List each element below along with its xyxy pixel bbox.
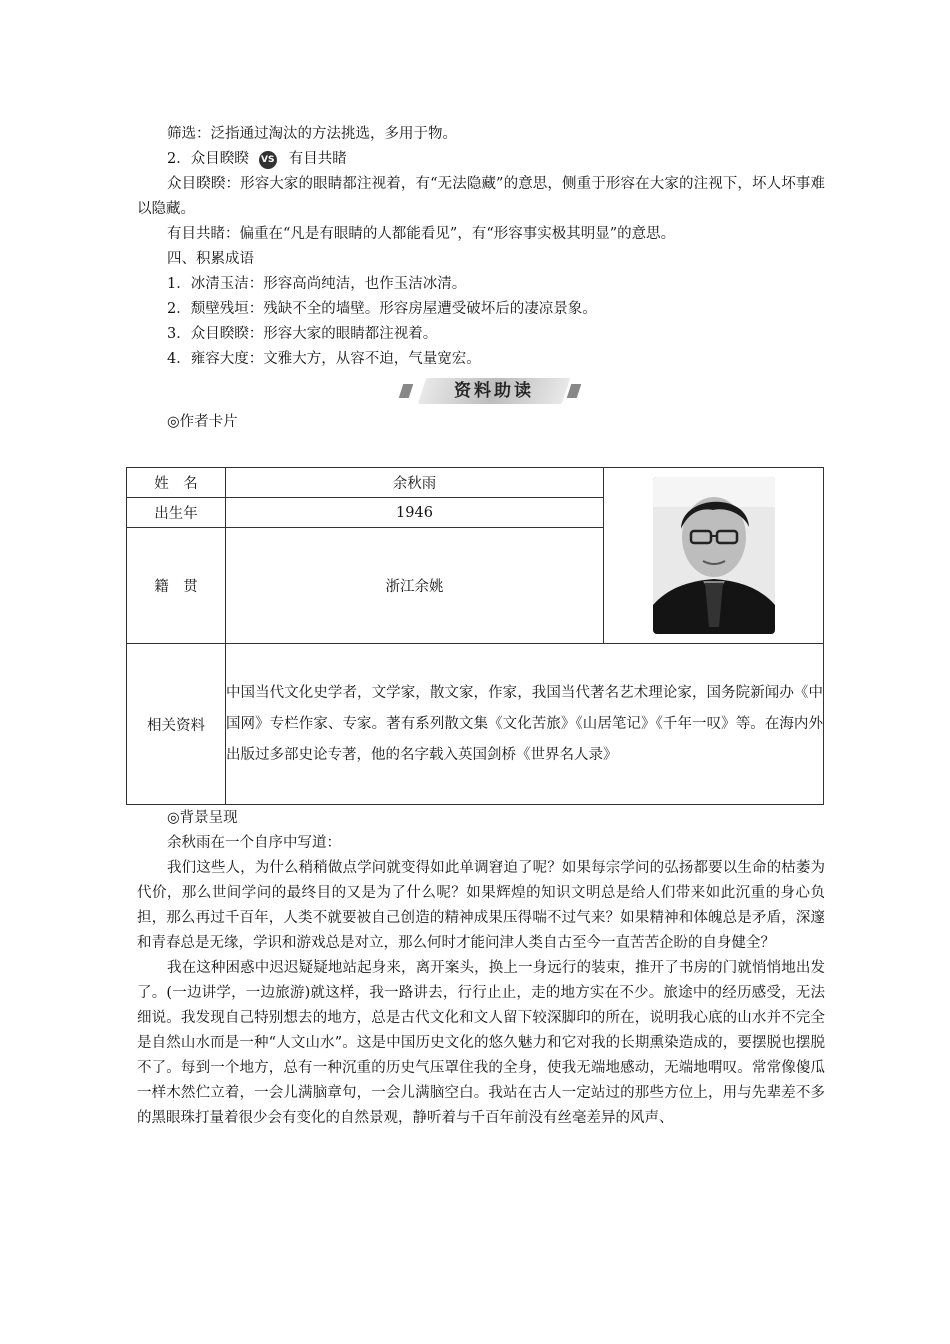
- paragraph-youmu: 有目共睹：偏重在“凡是有眼睛的人都能看见”，有“形容事实极其明显”的意思。: [167, 226, 676, 242]
- info-value: 中国当代文化史学者，文学家，散文家，作家，我国当代著名艺术理论家，国务院新闻办《中国网》专栏作家、专家。著有系列散文集《文化苦旅》《山居笔记》《千年一叹》等。在海内外出版过多部史论专著，他的名字载入英国剑桥《世界名人录》: [226, 644, 824, 805]
- vs-icon: VS: [259, 151, 277, 169]
- banner-right-mark: [567, 384, 582, 398]
- compare-right-word: 有目共睹: [288, 151, 347, 167]
- author-card-table: [126, 467, 824, 805]
- origin-value: 浙江余姚: [226, 528, 604, 644]
- author-photo: [653, 477, 775, 634]
- section-banner: [137, 374, 825, 410]
- compare-number: 2．: [167, 151, 191, 167]
- idiom-item-4: 4．雍容大度：文雅大方，从容不迫，气量宽宏。: [167, 351, 481, 367]
- compare-line: [137, 147, 825, 172]
- background-intro: 余秋雨在一个自序中写道：: [167, 835, 341, 851]
- idiom-item-2: 2．颓壁残垣：残缺不全的墙壁。形容房屋遭受破坏后的凄凉景象。: [167, 301, 597, 317]
- name-label: 姓 名: [127, 468, 226, 498]
- paragraph-zhongmu: 众目睽睽：形容大家的眼睛都注视着，有“无法隐藏”的意思，侧重于形容在大家的注视下，坏人坏事难以隐藏。: [137, 176, 825, 217]
- banner-title: 资料助读: [454, 381, 534, 401]
- background-heading: ◎背景呈现: [167, 810, 238, 826]
- photo-cell: [604, 468, 824, 644]
- name-value: 余秋雨: [226, 468, 604, 498]
- banner-left-mark: [399, 384, 414, 398]
- compare-left-word: 众目睽睽: [190, 151, 249, 167]
- idiom-item-1: 1．冰清玉洁：形容高尚纯洁，也作玉洁冰清。: [167, 276, 467, 292]
- background-paragraph-2: 我在这种困惑中迟迟疑疑地站起身来，离开案头，换上一身远行的装束，推开了书房的门就悄悄地出发了。(一边讲学，一边旅游)就这样，我一路讲去，行行止止，走的地方实在不少。旅途中的经历感受，无法细说。我发现自己特别想去的地方，总是古代文化和文人留下较深脚印的所在，说明我心底的山水并不完全是自然山水而是一种“人文山水”。这是中国历史文化的悠久魅力和它对我的长期熏染造成的，要摆脱也摆脱不了。每到一个地方，总有一种沉重的历史气压罩住我的全身，使我无端地感动，无端地喟叹。常常像傻瓜一样木然伫立着，一会儿满脑章句，一会儿满脑空白。我站在古人一定站过的那些方位上，用与先辈差不多的黑眼珠打量着很少会有变化的自然景观，静听着与千百年前没有丝毫差异的风声、: [137, 960, 825, 1126]
- row-name: [127, 468, 824, 498]
- birth-label: 出生年: [127, 498, 226, 528]
- author-card-heading: ◎作者卡片: [167, 414, 238, 430]
- page-content: [137, 122, 825, 435]
- idiom-item-3: 3．众目睽睽：形容大家的眼睛都注视着。: [167, 326, 438, 342]
- paragraph-screening: 筛选：泛指通过淘汰的方法挑选，多用于物。: [167, 126, 457, 142]
- background-paragraph-1: 我们这些人，为什么稍稍做点学问就变得如此单调窘迫了呢？如果每宗学问的弘扬都要以生命的枯萎为代价，那么世间学问的最终目的又是为了什么呢？如果辉煌的知识文明总是给人们带来如此沉重的身心负担，那么再过千百年，人类不就要被自己创造的精神成果压得喘不过气来？如果精神和体魄总是矛盾，深邃和青春总是无缘，学识和游戏总是对立，那么何时才能问津人类自古至今一直苦苦企盼的自身健全？: [137, 860, 825, 951]
- idioms-heading: 四、积累成语: [167, 251, 254, 267]
- birth-value: 1946: [226, 498, 604, 528]
- origin-label: 籍 贯: [127, 528, 226, 644]
- background-section: [137, 806, 825, 1131]
- info-label: 相关资料: [127, 644, 226, 805]
- author-portrait-image: [653, 477, 775, 634]
- row-info: [127, 644, 824, 805]
